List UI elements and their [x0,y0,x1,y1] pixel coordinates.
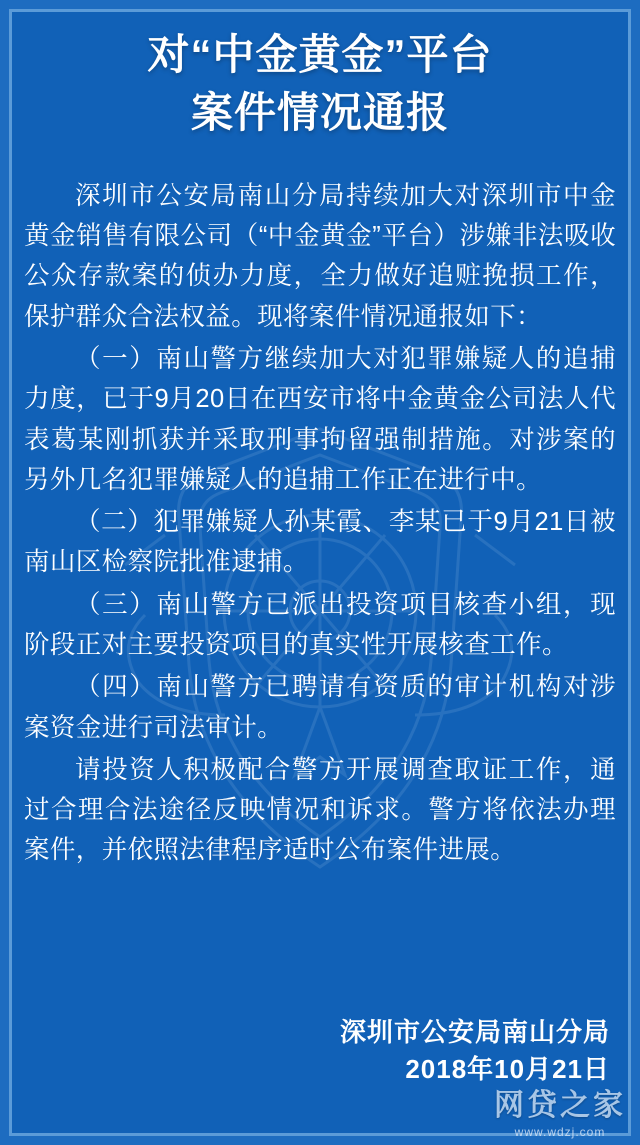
title-line-2: 案件情况通报 [190,88,449,136]
site-watermark-name: 网贷之家 [494,1089,626,1122]
site-watermark-url: www.wdzj.com [514,1125,606,1139]
signature-organization: 深圳市公安局南山分局 [339,1016,610,1047]
signature-date: 2018年10月21日 [405,1054,610,1085]
signature-block [340,1014,610,1089]
notice-body [24,176,616,871]
paragraph-intro: 深圳市公安局南山分局持续加大对深圳市中金黄金销售有限公司（“中金黄金”平台）涉嫌非法吸收公众存款案的侦办力度，全力做好追赃挽损工作，保护群众合法权益。现将案件情况通报如下： [24,181,616,331]
paragraph-item-3: （三）南山警方已派出投资项目核查小组，现阶段正对主要投资项目的真实性开展核查工作。 [24,590,616,659]
title-line-1: 对“中金黄金”平台 [147,31,493,78]
site-watermark [494,1080,626,1139]
paragraph-item-1: （一）南山警方继续加大对犯罪嫌疑人的追捕力度，已于9月20日在西安市将中金黄金公司法人代表葛某刚抓获并采取刑事拘留强制措施。对涉案的另外几名犯罪嫌疑人的追捕工作正在进行中。 [24,345,616,494]
page-title [24,0,616,142]
paragraph-item-4: （四）南山警方已聘请有资质的审计机构对涉案资金进行司法审计。 [24,673,616,742]
paragraph-item-2: （二）犯罪嫌疑人孙某霞、李某已于9月21日被南山区检察院批准逮捕。 [24,508,616,577]
paragraph-closing: 请投资人积极配合警方开展调查取证工作，通过合理合法途径反映情况和诉求。警方将依法办理案件，并依照法律程序适时公布案件进展。 [24,755,616,865]
